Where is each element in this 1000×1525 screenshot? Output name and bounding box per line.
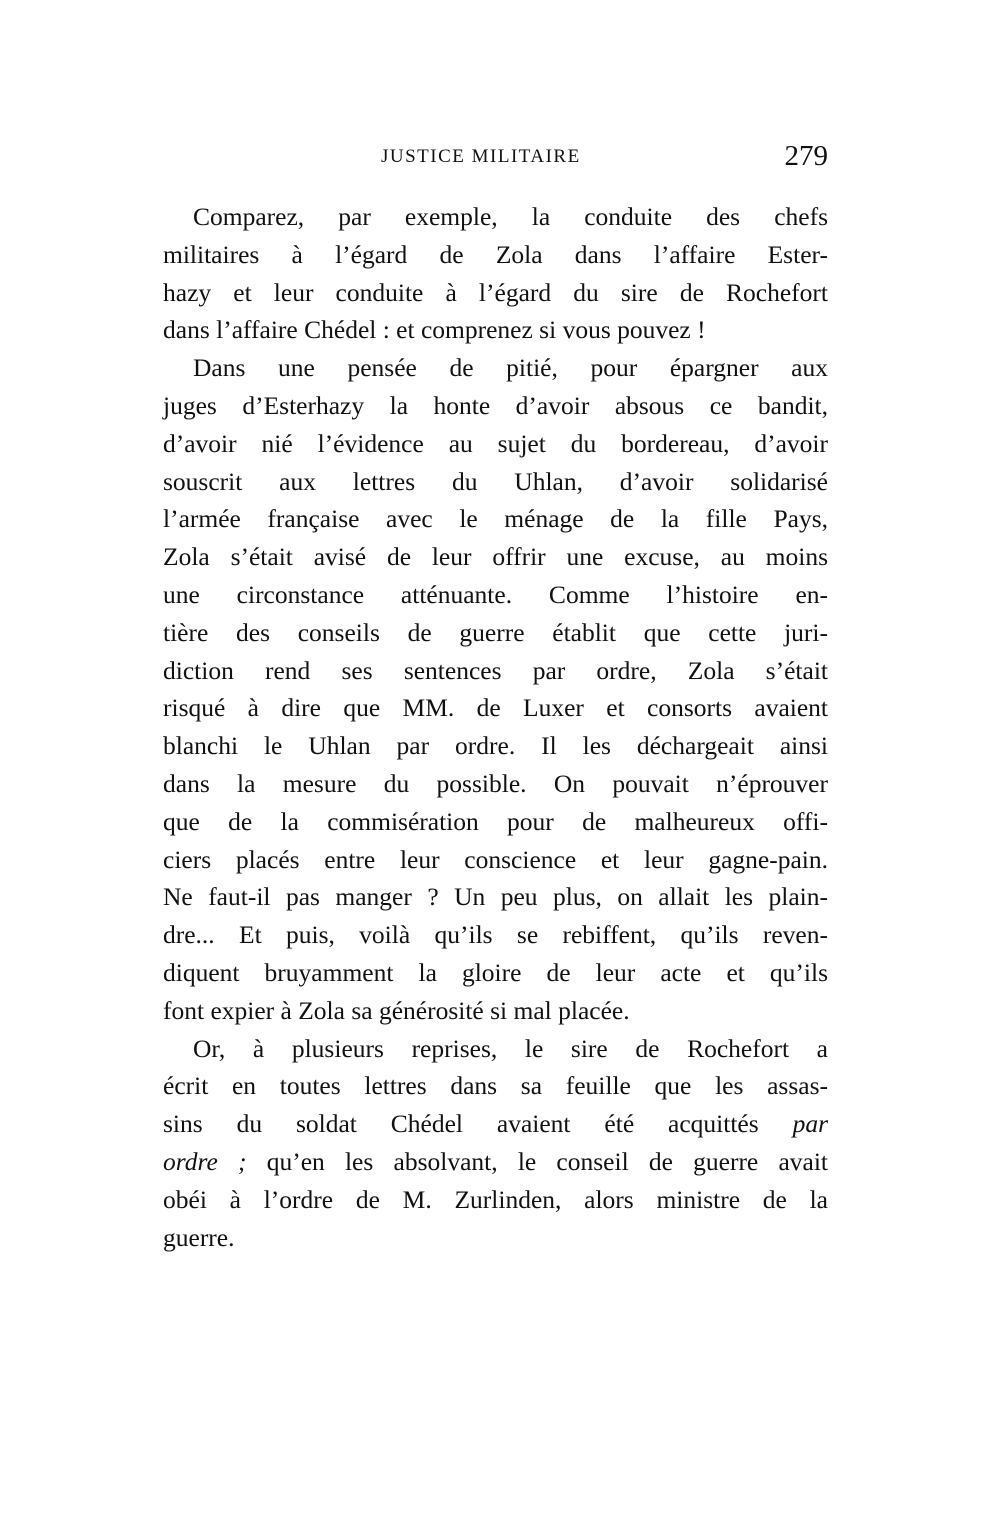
text-line: font expier à Zola sa générosité si mal placée. (163, 995, 630, 1025)
text-line: Comparez, par exemple, la conduite des chefs (193, 202, 828, 231)
text-line: diquent bruyamment la gloire de leur acte et qu’ils (163, 957, 828, 987)
text-line: Dans une pensée de pitié, pour épargner aux (193, 353, 828, 383)
text-segment: qu’en les absolvant, le conseil de guerre avait (266, 1146, 829, 1176)
text-line-with-italic (163, 1143, 828, 1181)
text-line: une circonstance atténuante. Comme l’histoire en- (163, 579, 828, 609)
text-line: diction rend ses sentences par ordre, Zola s’était (163, 655, 828, 685)
text-line: tière des conseils de guerre établit que cette juri- (163, 617, 828, 647)
text-segment: sins du soldat Chédel avaient été acquittés (163, 1109, 759, 1139)
text-line: écrit en toutes lettres dans sa feuille que les assas- (163, 1071, 828, 1101)
text-line: ciers placés entre leur conscience et leur gagne-pain. (163, 844, 828, 874)
text-line: l’armée française avec le ménage de la fille Pays, (163, 504, 828, 534)
text-line: Ne faut-il pas manger ? Un peu plus, on allait les plain- (163, 882, 828, 912)
text-line-with-italic (163, 1105, 828, 1143)
text-line: hazy et leur conduite à l’égard du sire de Rochefort (163, 277, 828, 307)
text-line: dans l’affaire Chédel : et comprenez si vous pouvez ! (163, 315, 706, 345)
running-title: JUSTICE MILITAIRE (381, 146, 581, 167)
text-line: juges d’Esterhazy la honte d’avoir absous ce bandit, (163, 390, 828, 420)
page-number: 279 (784, 140, 828, 172)
text-line: d’avoir nié l’évidence au sujet du bordereau, d’avoir (163, 428, 828, 458)
text-line: dans la mesure du possible. On pouvait n’éprouver (163, 768, 828, 798)
italic-word: par (792, 1109, 828, 1139)
running-head (163, 140, 828, 180)
text-line: que de la commisération pour de malheureux offi- (163, 806, 828, 836)
text-line: militaires à l’égard de Zola dans l’affaire Ester- (163, 239, 828, 269)
text-line: souscrit aux lettres du Uhlan, d’avoir solidarisé (163, 466, 828, 496)
text-line: blanchi le Uhlan par ordre. Il les déchargeait ainsi (163, 731, 828, 761)
text-line: dre... Et puis, voilà qu’ils se rebiffent, qu’ils reven- (163, 920, 828, 950)
text-line: Or, à plusieurs reprises, le sire de Rochefort a (193, 1033, 828, 1063)
text-line: Zola s’était avisé de leur offrir une excuse, au moins (163, 542, 828, 572)
text-line: risqué à dire que MM. de Luxer et consorts avaient (163, 693, 828, 723)
text-line: obéi à l’ordre de M. Zurlinden, alors ministre de la (163, 1184, 828, 1214)
italic-word: ordre ; (163, 1146, 247, 1176)
text-line: guerre. (163, 1222, 235, 1252)
body-text (163, 198, 828, 1256)
